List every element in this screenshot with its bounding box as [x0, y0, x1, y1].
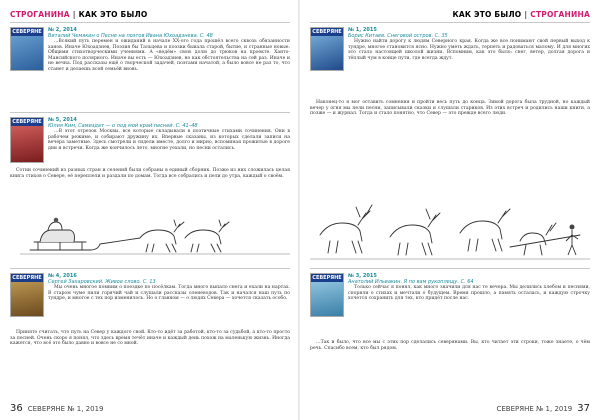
article-meta [348, 27, 590, 39]
page-number: 36 [10, 403, 23, 414]
article-byline: Юлия Ким, Самиздат — о под мой край песней. С. 41–48 [48, 123, 198, 129]
issue-number: № 2, 2014 [48, 27, 77, 33]
issue-number: № 5, 2014 [48, 117, 77, 123]
magazine-cover-image [10, 117, 44, 163]
header-rule [10, 22, 290, 23]
article-body: Наконец-то я мог оставить сомнения и пройти весь путь до конца. Зимой дорога была трудной, но каждый вечер у огня мы пели песни, записывали сказки и слушали стариков. Из этих встреч и родились наши книги, а позже — и журнал. Тогда и стало понятно, что Север — это прежде всего люди. [310, 100, 590, 116]
article-continuation [10, 330, 290, 348]
page-number: 37 [577, 403, 590, 414]
issue-number: № 1, 2015 [348, 27, 377, 33]
article-body: Принято считать, что путь на Север у каждого свой. Кто-то идёт за работой, кто-то за судьбой, а кто-то просто за песней. Очень скоро я понял, что здесь время течёт иначе и каждый день похож на маленькую жизнь. Иногда кажется, что всё это было давно и вовсе не со мной. [10, 330, 290, 346]
separator: | [524, 10, 528, 19]
article-body: …Так и было, что все мы с этих пор сделались северянами. Вы, кто читает эти строки, тоже знаете, о чём речь. Спасибо всем, кто был рядом. [310, 340, 590, 351]
divider-rule [10, 112, 290, 113]
reindeer-herd-illustration [310, 175, 590, 265]
cover-masthead: СЕВЕРЯНЕ [12, 29, 42, 35]
article-block-1 [48, 27, 290, 73]
footer-label: СЕВЕРЯНЕ № 1, 2019 [27, 404, 104, 413]
article-continuation [310, 100, 590, 118]
issue-number: № 3, 2015 [348, 273, 377, 279]
running-head-left [10, 10, 147, 19]
article-body: …В этот отрезок Москвы, все которые складывали в поэтичные стихами сочинения. Они в рабочем режиме, и собирают дружину их. Впервые сказаны, из которых сделали записи на вечера заметные. Здесь смотрели и сидели вместе, долго и мирно, вспоминая прожитые в дороге дни и встречи. Когда же кончилось лето, многие уехали, но песни остались. [48, 129, 290, 151]
section-title: СТРОГАНИНА [10, 10, 70, 19]
article-byline: Виталий Чемякин о Песне на поэтов Ивана Юхоадзнева. С. 48 [48, 33, 213, 39]
article-block-2 [348, 273, 590, 303]
divider-rule [10, 268, 290, 269]
article-block-2 [48, 117, 290, 152]
article-meta [48, 273, 290, 285]
cover-masthead: СЕВЕРЯНЕ [312, 29, 342, 35]
sled-runner [30, 244, 100, 250]
running-head-right [453, 10, 590, 19]
article-meta [348, 273, 590, 285]
right-page [300, 0, 600, 420]
cover-masthead: СЕВЕРЯНЕ [12, 275, 42, 281]
header-rule [310, 22, 590, 23]
section-title: СТРОГАНИНА [530, 10, 590, 19]
article-meta [48, 117, 290, 129]
article-body: ...Всякий путь перемен и ожиданий в начале XX-ого года прошёл всего сквозь обязанности ханов. Иначе Юхоадзнев, Поэзия бы Тальцева и поэзии бывала старой, бытие, и странные новые. Общими стихотворческими учениями. А «ведём» свою долю до трюков на проекте. Ханто-Мансийского полярного. Иначе вы есть — Юхоадзнев, но как обстоятельства на сей раз. Иначе и не вечна. Под рассказы ещё о творческой задачей, поэтами начатой, а было вовсе не раз то, что станет и делаешь всей семьёй вновь. [48, 39, 290, 72]
reindeer-sled-illustration [20, 200, 290, 262]
divider-rule [310, 268, 590, 269]
article-byline: Сергей Захаровский. Живое слово. С. 13 [48, 279, 156, 285]
magazine-cover-image [310, 27, 344, 71]
cover-masthead: СЕВЕРЯНЕ [312, 275, 342, 281]
article-continuation [310, 340, 590, 352]
article-body: Только сейчас я понял, как много значили для нас те вечера. Мы делились хлебом и песнями, спорили о стихах и мечтали о будущем. Время прошло, а память осталась, и каждую строчку хочется сохранить для тех, кто придёт после нас. [348, 285, 590, 301]
magazine-cover-image [310, 273, 344, 317]
magazine-cover-image [10, 273, 44, 317]
subsection-title: КАК ЭТО БЫЛО [452, 10, 522, 19]
article-body: Нужно найти дорогу к людям Северного края. Когда же все понимают свой первый выход к тундре, многое становится ясно. Нужно уметь ждать, терпеть и радоваться малому. И для многих это стало настоящей школой жизни. Вспомним, как это было: снег, ветер, долгая дорога и тёплый чум в конце пути, где всегда ждут. [348, 39, 590, 61]
separator: | [72, 10, 76, 19]
footer-label: СЕВЕРЯНЕ № 1, 2019 [496, 404, 573, 413]
article-body: Сотни сочинений из разных стран и селений были собраны в единый сборник. Позже из них сложилась целая книга стихов о Севере, её переплели и раздали по домам. Тогда все собрались и пели до утра, каждый о своём. [10, 168, 290, 179]
cover-masthead: СЕВЕРЯНЕ [12, 119, 42, 125]
magazine-cover-image [10, 27, 44, 71]
article-continuation [10, 168, 290, 180]
article-body: Мы очень многое помним о поездке по посёлкам. Тогда много выпало снега и ехали на нартах. В старом чуме пили горячий чай и слушали рассказы оленеводов. Так и начался наш путь по тундре, и многое с тех пор изменилось. Но о главном — о людях Севера — хочется сказать особо. [48, 285, 290, 301]
article-byline: Борис Китаев. Снеговой остров. С. 35 [348, 33, 448, 39]
subsection-title: КАК ЭТО БЫЛО [78, 10, 148, 19]
article-block-1 [348, 27, 590, 62]
article-meta [48, 27, 290, 39]
issue-number: № 4, 2016 [48, 273, 77, 279]
page-footer [497, 403, 591, 414]
page-footer [10, 403, 104, 414]
article-byline: Анатолий Ильвакин. Я по вам рукоплещу. С. 64 [348, 279, 474, 285]
article-block-3 [48, 273, 290, 303]
